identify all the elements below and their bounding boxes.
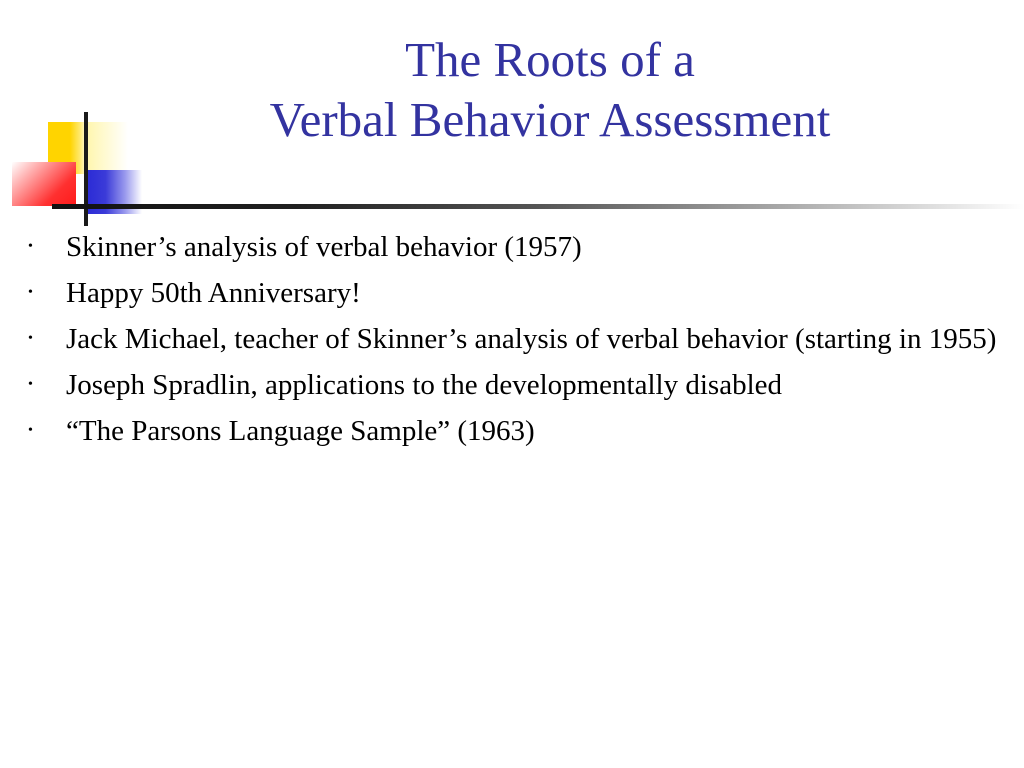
- bullet-icon: •: [28, 423, 33, 438]
- bullet-icon: •: [28, 285, 33, 300]
- bullet-text: Happy 50th Anniversary!: [66, 277, 361, 309]
- title-line-1: The Roots of a: [405, 32, 695, 87]
- bullet-item: [0, 230, 1000, 264]
- bullet-item: [0, 414, 1000, 448]
- bullet-text: “The Parsons Language Sample” (1963): [66, 415, 535, 447]
- bullet-item: [0, 276, 1000, 310]
- yellow-fade-decoration: [88, 122, 128, 174]
- title-line-2: Verbal Behavior Assessment: [269, 92, 831, 147]
- bullet-item: [0, 322, 1000, 356]
- bullet-icon: •: [28, 331, 33, 346]
- bullet-text: Jack Michael, teacher of Skinner’s analysis of verbal behavior (starting in 1955): [66, 323, 997, 355]
- title-underline-rule: [52, 204, 1024, 209]
- bullet-icon: •: [28, 239, 33, 254]
- red-square-decoration: [12, 162, 76, 206]
- bullet-item: [0, 368, 1000, 402]
- slide-title: [160, 30, 940, 150]
- bullet-icon: •: [28, 377, 33, 392]
- bullet-text: Joseph Spradlin, applications to the developmentally disabled: [66, 369, 782, 401]
- bullet-text: Skinner’s analysis of verbal behavior (1957): [66, 231, 582, 263]
- bullet-list: [0, 230, 1000, 460]
